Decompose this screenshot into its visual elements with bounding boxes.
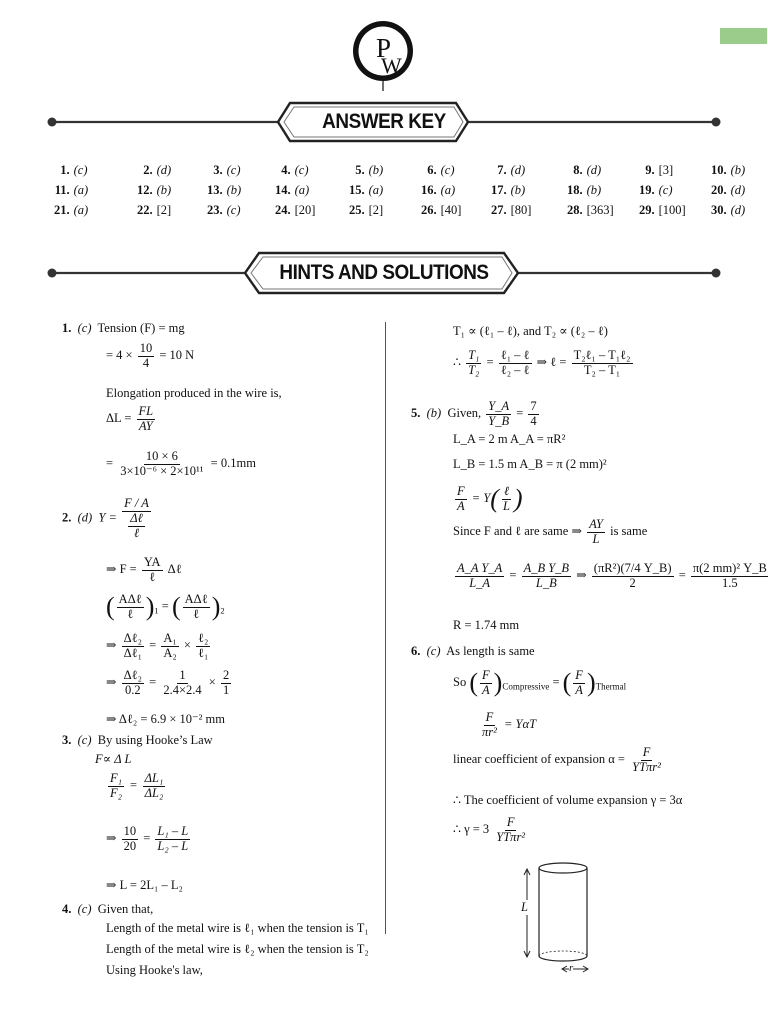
s5-frac-e1: [455, 562, 504, 591]
answer-value: [100]: [658, 202, 686, 217]
s6-c2d: A: [575, 682, 583, 697]
s4-line-1: [62, 902, 153, 917]
s2-y: Y =: [98, 510, 117, 525]
s5-opt: (b): [426, 406, 442, 421]
s2-frac-r3: [122, 632, 144, 661]
s2-r4d3: 1: [222, 682, 230, 697]
answer-number: 23.: [207, 202, 223, 217]
s4-line-6: [453, 349, 635, 378]
s5-fb: A: [457, 498, 465, 513]
s6-opt: (c): [426, 644, 441, 658]
s6-frac-g: [494, 816, 527, 845]
answer-value: (c): [73, 162, 88, 177]
s6-num: 6.: [411, 644, 421, 658]
s5-line-f: [453, 484, 523, 514]
s5-fd: L: [502, 498, 510, 513]
answer-number: 28.: [567, 202, 583, 217]
s1-l2n: 10: [139, 341, 153, 355]
answer-value: (c): [440, 162, 455, 177]
answer-value: (b): [510, 182, 526, 197]
s2-frac-r1: [117, 593, 144, 622]
s3-ld: ΔL₂: [144, 785, 164, 800]
answer-key-row: [54, 200, 761, 220]
s5-en3: (πR²)(7/4 Y_B): [593, 561, 672, 575]
s3-fd: F₂: [110, 785, 122, 800]
answer-number: 13.: [207, 182, 223, 197]
s5-frac-e2: [522, 562, 571, 591]
answer-number: 26.: [421, 202, 437, 217]
answer-value: (a): [73, 182, 89, 197]
s5-line-1: [411, 400, 541, 429]
s6-ln: F: [642, 745, 651, 759]
s2-r3e: =: [149, 638, 157, 653]
s6-paren: (: [562, 668, 572, 697]
s2-yn: F / A: [124, 496, 149, 510]
s6-line-6: [453, 816, 529, 845]
answer-number: 21.: [54, 202, 70, 217]
answer-value: (d): [586, 162, 602, 177]
s1-l4n: FL: [138, 404, 154, 418]
s4-l6n: T₁: [468, 348, 480, 362]
s1-l5n: 10 × 6: [145, 449, 178, 463]
s3-line-5: ⇒ L = 2L₁ – L₂: [106, 878, 183, 892]
answer-number: 6.: [427, 162, 437, 177]
s3-line-4: [106, 825, 192, 854]
answer-number: 15.: [349, 182, 365, 197]
s5-line-lb: L_B = 1.5 m A_B = π (2 mm)²: [453, 457, 607, 471]
s2-r1s: 1: [154, 605, 159, 616]
s5-en2: A_B Y_B: [523, 561, 570, 575]
s1-line-3: Elongation produced in the wire is,: [106, 386, 282, 400]
answer-number: 16.: [421, 182, 437, 197]
answer-number: 3.: [213, 162, 223, 177]
answer-key-row: [54, 180, 761, 200]
s5-ed3: 2: [629, 575, 636, 590]
s4-l6n3: T₂ℓ₁ – T₁ℓ₂: [573, 348, 631, 362]
s5-sn: AY: [589, 517, 603, 531]
s5-ge: =: [516, 406, 524, 421]
s2-frac-r4c: [221, 669, 231, 698]
s2-ydn: Δℓ: [130, 510, 143, 525]
answer-value: (d): [730, 182, 746, 197]
s1-l2a: = 4 ×: [106, 348, 133, 363]
s3-gn: 10: [123, 824, 137, 838]
s6-paren: ): [493, 668, 503, 697]
s2-r1n: AΔℓ: [118, 591, 142, 606]
s4-l6d2: ℓ₂ – ℓ: [500, 362, 530, 377]
s5-paren: (: [490, 484, 499, 513]
s5-same1: Since F and ℓ are same ⇒: [453, 524, 582, 539]
s1-opt: (c): [77, 321, 92, 335]
s5-ee: =: [509, 568, 517, 583]
s2-line-6: ⇒ Δℓ₂ = 6.9 × 10⁻² mm: [106, 712, 225, 726]
s1-frac-3: [118, 450, 205, 479]
s2-frac-r4: [122, 669, 144, 698]
s3-line-3: [106, 772, 167, 801]
s5-gn: Y_A: [488, 399, 510, 413]
s2-r4n: Δℓ₂: [123, 668, 142, 682]
s3-e: =: [129, 778, 138, 793]
s3-l1: By using Hooke’s Law: [97, 733, 213, 747]
cylinder-label-l: L: [521, 900, 528, 914]
s4-l6d3: T₂ – T₁: [583, 362, 621, 377]
s3-ln: ΔL₁: [144, 771, 164, 785]
s2-yd: [124, 512, 149, 541]
s6-c1n: F: [482, 667, 490, 682]
s5-fn: ℓ: [503, 483, 510, 498]
s5-line-r: R = 1.74 mm: [453, 618, 520, 632]
s3-frac-l: [143, 772, 166, 801]
s2-num: 2.: [62, 510, 72, 525]
s5-frac-ay: [587, 518, 605, 547]
s2-r3n: Δℓ₂: [123, 631, 142, 645]
answer-value: (d): [156, 162, 172, 177]
s2-r4d2: 2.4×2.4: [163, 682, 202, 697]
s2-r3n3: ℓ₂: [198, 631, 209, 645]
s4-l6d: T₂: [468, 362, 480, 377]
s4-line-2: Length of the metal wire is ℓ₁ when the tension is T₁: [106, 921, 369, 935]
s5-ed2: L_B: [535, 575, 557, 590]
answer-key-row: [54, 160, 761, 180]
s1-frac-1: [138, 342, 155, 371]
s3-gd: 20: [123, 838, 137, 853]
s4-opt: (c): [77, 902, 92, 916]
s2-r4n2: 1: [179, 668, 186, 682]
s2-r2n: AΔℓ: [184, 591, 208, 606]
s2-f1b: Δℓ: [167, 562, 182, 577]
s2-r3d2: A₂: [163, 645, 177, 660]
answer-key-banner: [44, 99, 724, 145]
s5-en4: π(2 mm)² Y_B: [692, 561, 767, 575]
s2-frac-f1: [142, 556, 163, 585]
s2-frac-yd: [128, 512, 145, 541]
s6-line-1: [411, 644, 535, 659]
s2-r4e: =: [149, 675, 157, 690]
s6-c1d: A: [482, 682, 490, 697]
s2-paren: ): [145, 592, 155, 621]
s5-ed1: L_A: [469, 575, 491, 590]
s2-r4x: ×: [208, 675, 216, 690]
corner-tab: [720, 28, 767, 44]
s5-frac-e3: [592, 562, 674, 591]
s2-line-3: [106, 592, 225, 622]
s3-opt: (c): [77, 733, 92, 747]
answer-number: 2.: [143, 162, 153, 177]
s4-frac-l: [499, 349, 532, 378]
s1-line-5: [106, 450, 256, 479]
answer-value: [80]: [510, 202, 532, 217]
s2-r3d: Δℓ₁: [123, 645, 142, 660]
hints-title: HINTS AND SOLUTIONS: [279, 261, 489, 284]
s2-opt: (d): [77, 510, 93, 525]
answer-number: 24.: [275, 202, 291, 217]
s2-r3n2: A₁: [163, 631, 177, 645]
answer-value: (b): [156, 182, 172, 197]
s6-c2n: F: [575, 667, 583, 682]
s5-frac-fa: [455, 485, 467, 514]
answer-value: [20]: [294, 202, 316, 217]
s1-line-2: [106, 342, 194, 371]
s6-frac-t: [480, 711, 499, 740]
s4-l6f: ⇒ ℓ =: [536, 355, 567, 370]
s5-frac-y: [486, 400, 511, 429]
answer-number: 7.: [497, 162, 507, 177]
answer-number: 14.: [275, 182, 291, 197]
s4-line-3: Length of the metal wire is ℓ₂ when the tension is T₂: [106, 942, 369, 956]
s3-g: ⇒: [106, 831, 117, 846]
s6-line-4: [453, 746, 665, 775]
answer-number: 22.: [137, 202, 153, 217]
s4-line-5: T₁ ∝ (ℓ₁ – ℓ), and T₂ ∝ (ℓ₂ – ℓ): [453, 324, 608, 338]
s2-r4n3: 2: [222, 668, 230, 682]
s1-frac-2: [137, 405, 156, 434]
s5-paren: ): [513, 484, 523, 513]
s2-paren: ): [211, 592, 221, 621]
s4-frac-res: [572, 349, 633, 378]
s6-te: = YαT: [504, 717, 537, 732]
s2-frac-y: [122, 497, 151, 540]
answer-key-title: ANSWER KEY: [322, 110, 446, 133]
answer-number: 12.: [137, 182, 153, 197]
answer-value: (c): [226, 202, 241, 217]
s2-paren: (: [171, 592, 181, 621]
s4-l1: Given that,: [97, 902, 154, 916]
s2-f1d: ℓ: [149, 569, 156, 584]
s1-l4a: ΔL =: [106, 411, 132, 426]
answer-value: [40]: [440, 202, 462, 217]
s5-given: Given,: [447, 406, 482, 421]
s2-line-1: [62, 497, 153, 540]
answer-value: (b): [586, 182, 602, 197]
s2-r1d: ℓ: [127, 606, 134, 621]
s1-l2b: = 10 N: [159, 348, 195, 363]
s5-ed4: 1.5: [722, 575, 738, 590]
s6-frac-c1: [480, 669, 492, 698]
answer-number: 5.: [355, 162, 365, 177]
answer-number: 17.: [491, 182, 507, 197]
answer-value: (a): [440, 182, 456, 197]
s4-l6a: ∴: [453, 355, 461, 370]
s3-frac-g2: [155, 825, 190, 854]
answer-value: [2]: [368, 202, 384, 217]
s5-frac-e4: [691, 562, 768, 591]
s5-gd: Y_B: [488, 413, 510, 428]
s6-line-5: ∴ The coefficient of volume expansion γ = 3α: [453, 793, 683, 807]
s4-frac-t: [466, 349, 481, 378]
answer-value: (d): [730, 202, 746, 217]
s6-c1s: Compressive: [502, 681, 550, 692]
s2-f1a: ⇒ F =: [106, 562, 137, 577]
s1-line-4: [106, 405, 157, 434]
answer-number: 4.: [281, 162, 291, 177]
s5-gd2: 4: [530, 413, 537, 428]
s6-gn: F: [506, 815, 515, 829]
svg-text:W: W: [381, 53, 402, 78]
s3-num: 3.: [62, 733, 72, 747]
s5-frac-74: [528, 400, 538, 429]
s5-ee2: =: [678, 568, 686, 583]
s5-gn2: 7: [530, 399, 537, 413]
s2-f1n: YA: [143, 555, 161, 569]
s6-frac-a: [630, 746, 663, 775]
s2-frac-r3c: [196, 632, 210, 661]
s3-gd2: L₂ – L: [157, 838, 189, 853]
s6-lin: linear coefficient of expansion α =: [453, 752, 625, 767]
s3-frac-f: [108, 772, 124, 801]
s2-r2d: ℓ: [193, 606, 200, 621]
s2-r3x: ×: [183, 638, 191, 653]
column-divider: [385, 322, 386, 934]
s1-tension: Tension (F) = mg: [97, 321, 185, 335]
answer-number: 8.: [573, 162, 583, 177]
s5-frac-l: [501, 485, 512, 514]
s2-line-2: [106, 556, 182, 585]
s6-so: So: [453, 674, 467, 689]
answer-number: 30.: [711, 202, 727, 217]
answer-value: (b): [226, 182, 242, 197]
s1-l5d: 3×10⁻⁶ × 2×10¹¹: [120, 463, 204, 478]
s2-r4a: ⇒: [106, 675, 117, 690]
s2-line-4: [106, 632, 212, 661]
answer-number: 27.: [491, 202, 507, 217]
s1-l4d: AY: [138, 418, 153, 433]
answer-value: [2]: [156, 202, 172, 217]
answer-value: (a): [73, 202, 89, 217]
pw-logo: [351, 19, 415, 91]
s2-paren: (: [106, 592, 115, 621]
s2-ydd: ℓ: [133, 525, 140, 540]
s4-num: 4.: [62, 902, 72, 916]
s5-fa: F: [457, 483, 465, 498]
answer-number: 18.: [567, 182, 583, 197]
s6-paren: ): [586, 668, 596, 697]
s6-gam: ∴ γ = 3: [453, 822, 490, 837]
s4-l6n2: ℓ₁ – ℓ: [500, 348, 530, 362]
cylinder-figure: [515, 858, 595, 980]
answer-value: (d): [510, 162, 526, 177]
s1-l2d: 4: [142, 355, 150, 370]
s6-gd: YTπr²: [496, 829, 526, 844]
s4-line-4: Using Hooke's law,: [106, 963, 203, 977]
svg-text:P: P: [376, 33, 392, 63]
answer-number: 19.: [639, 182, 655, 197]
s5-num: 5.: [411, 406, 421, 421]
answer-number: 9.: [645, 162, 655, 177]
s3-line-1: [62, 733, 213, 748]
s2-frac-r3b: [161, 632, 178, 661]
answer-value: (c): [294, 162, 309, 177]
s5-line-same: [453, 518, 647, 547]
s2-frac-r4b: [161, 669, 203, 698]
s6-frac-c2: [573, 669, 585, 698]
hints-banner: [44, 250, 724, 296]
s2-eq: =: [161, 598, 169, 613]
answer-key-table: [54, 160, 761, 220]
s5-line-eq: [453, 562, 768, 591]
s3-frac-g: [122, 825, 139, 854]
answer-number: 25.: [349, 202, 365, 217]
s5-en1: A_A Y_A: [457, 561, 503, 575]
s6-ld: YTπr²: [632, 759, 661, 774]
s1-line-tension: [62, 321, 185, 336]
s6-line-3: [478, 711, 536, 740]
s2-r4d: 0.2: [124, 682, 141, 697]
answer-value: (c): [226, 162, 241, 177]
answer-number: 20.: [711, 182, 727, 197]
answer-number: 1.: [60, 162, 70, 177]
s1-num: 1.: [62, 321, 72, 335]
s4-l6e: =: [486, 355, 494, 370]
s6-c2s: Thermal: [595, 681, 627, 692]
answer-value: [363]: [586, 202, 614, 217]
answer-value: (c): [658, 182, 673, 197]
s6-td: πr²: [482, 724, 497, 739]
s3-gn2: L₁ – L: [157, 824, 189, 838]
s2-line-5: [106, 669, 233, 698]
answer-value: [3]: [658, 162, 674, 177]
s6-l1: As length is same: [446, 644, 535, 658]
answer-number: 11.: [54, 182, 70, 197]
s5-line-la: L_A = 2 m A_A = πR²: [453, 432, 566, 446]
s6-eq: =: [552, 674, 560, 689]
s5-fe: = Y: [471, 490, 491, 505]
s1-l5b: = 0.1mm: [210, 456, 256, 471]
answer-value: (b): [730, 162, 746, 177]
s2-frac-r2: [183, 593, 210, 622]
s6-line-2: [453, 668, 626, 698]
s3-fn: F₁: [110, 771, 122, 785]
s2-r3d3: ℓ₁: [198, 645, 209, 660]
s2-r2s: 2: [220, 605, 225, 616]
answer-number: 29.: [639, 202, 655, 217]
answer-number: 10.: [711, 162, 727, 177]
s5-arrow: ⇒: [576, 568, 587, 583]
answer-value: (a): [368, 182, 384, 197]
answer-value: (a): [294, 182, 310, 197]
s5-same2: is same: [610, 524, 648, 539]
s6-paren: (: [469, 668, 478, 697]
s1-l5a: =: [106, 456, 114, 471]
cylinder-label-r: r: [569, 962, 574, 974]
s5-sd: L: [592, 531, 600, 546]
s2-r3a: ⇒: [106, 638, 117, 653]
s3-line-2: F∝ Δ L: [95, 752, 132, 766]
s3-ge: =: [143, 831, 151, 846]
answer-value: (b): [368, 162, 384, 177]
s6-tn: F: [485, 710, 494, 724]
